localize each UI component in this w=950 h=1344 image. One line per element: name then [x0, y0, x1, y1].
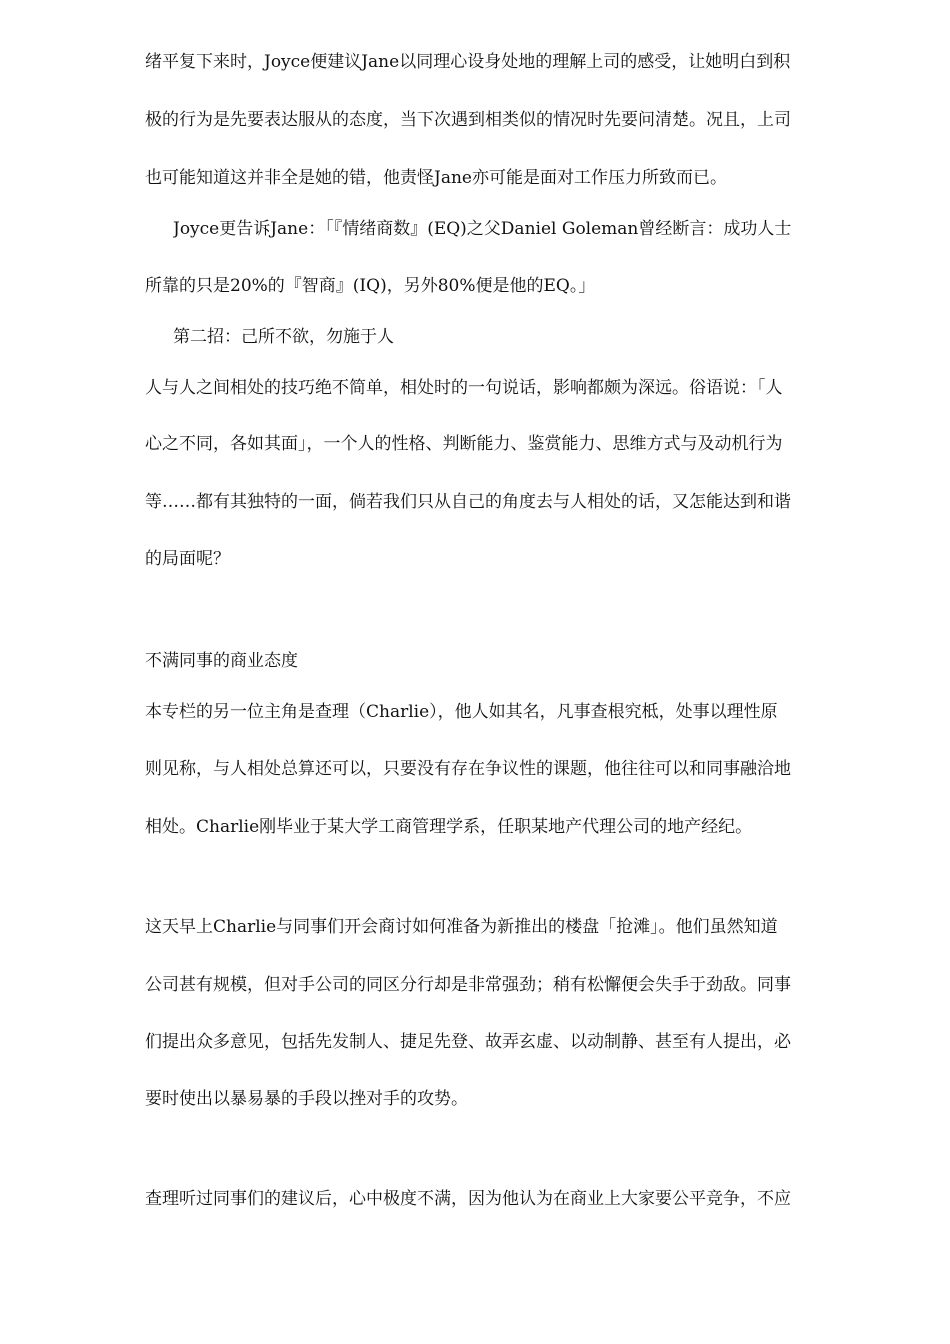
text-line: 相处。Charlie刚毕业于某大学工商管理学系，任职某地产代理公司的地产经纪。 [145, 817, 753, 837]
text-line: 心之不同，各如其面」，一个人的性格、判断能力、鉴赏能力、思维方式与及动机行为 [145, 434, 783, 454]
text-line: 查理听过同事们的建议后，心中极度不满，因为他认为在商业上大家要公平竞争，不应 [145, 1189, 791, 1209]
text-line: Joyce更告诉Jane：「『情绪商数』(EQ)之父Daniel Goleman曾经断言：成功人士 [173, 219, 792, 239]
text-line: 的局面呢？ [145, 549, 230, 569]
text-line: 则见称，与人相处总算还可以，只要没有存在争议性的课题，他往往可以和同事融洽地 [145, 759, 791, 779]
section-heading: 第二招：己所不欲，勿施于人 [173, 327, 394, 347]
text-line: 绪平复下来时，Joyce便建议Jane以同理心设身处地的理解上司的感受，让她明白到积 [145, 52, 791, 72]
text-line: 们提出众多意见，包括先发制人、捷足先登、故弄玄虚、以动制静、甚至有人提出，必 [145, 1032, 791, 1052]
text-line: 极的行为是先要表达服从的态度，当下次遇到相类似的情况时先要问清楚。况且，上司 [145, 110, 791, 130]
text-line: 所靠的只是20%的『智商』(IQ)，另外80%便是他的EQ。」 [145, 276, 596, 296]
text-line: 公司甚有规模，但对手公司的同区分行却是非常强劲；稍有松懈便会失手于劲敌。同事 [145, 975, 791, 995]
text-line: 等……都有其独特的一面，倘若我们只从自己的角度去与人相处的话，又怎能达到和谐 [145, 492, 791, 512]
text-line: 人与人之间相处的技巧绝不简单，相处时的一句说话，影响都颇为深远。俗语说：「人 [145, 378, 783, 398]
text-line: 要时使出以暴易暴的手段以挫对手的攻势。 [145, 1089, 468, 1109]
text-line: 本专栏的另一位主角是查理（Charlie），他人如其名，凡事查根究柢，处事以理性原 [145, 702, 778, 722]
text-line: 这天早上Charlie与同事们开会商讨如何准备为新推出的楼盘「抢滩」。他们虽然知道 [145, 917, 778, 937]
section-heading: 不满同事的商业态度 [145, 651, 298, 671]
text-line: 也可能知道这并非全是她的错，他责怪Jane亦可能是面对工作压力所致而已。 [145, 168, 727, 188]
